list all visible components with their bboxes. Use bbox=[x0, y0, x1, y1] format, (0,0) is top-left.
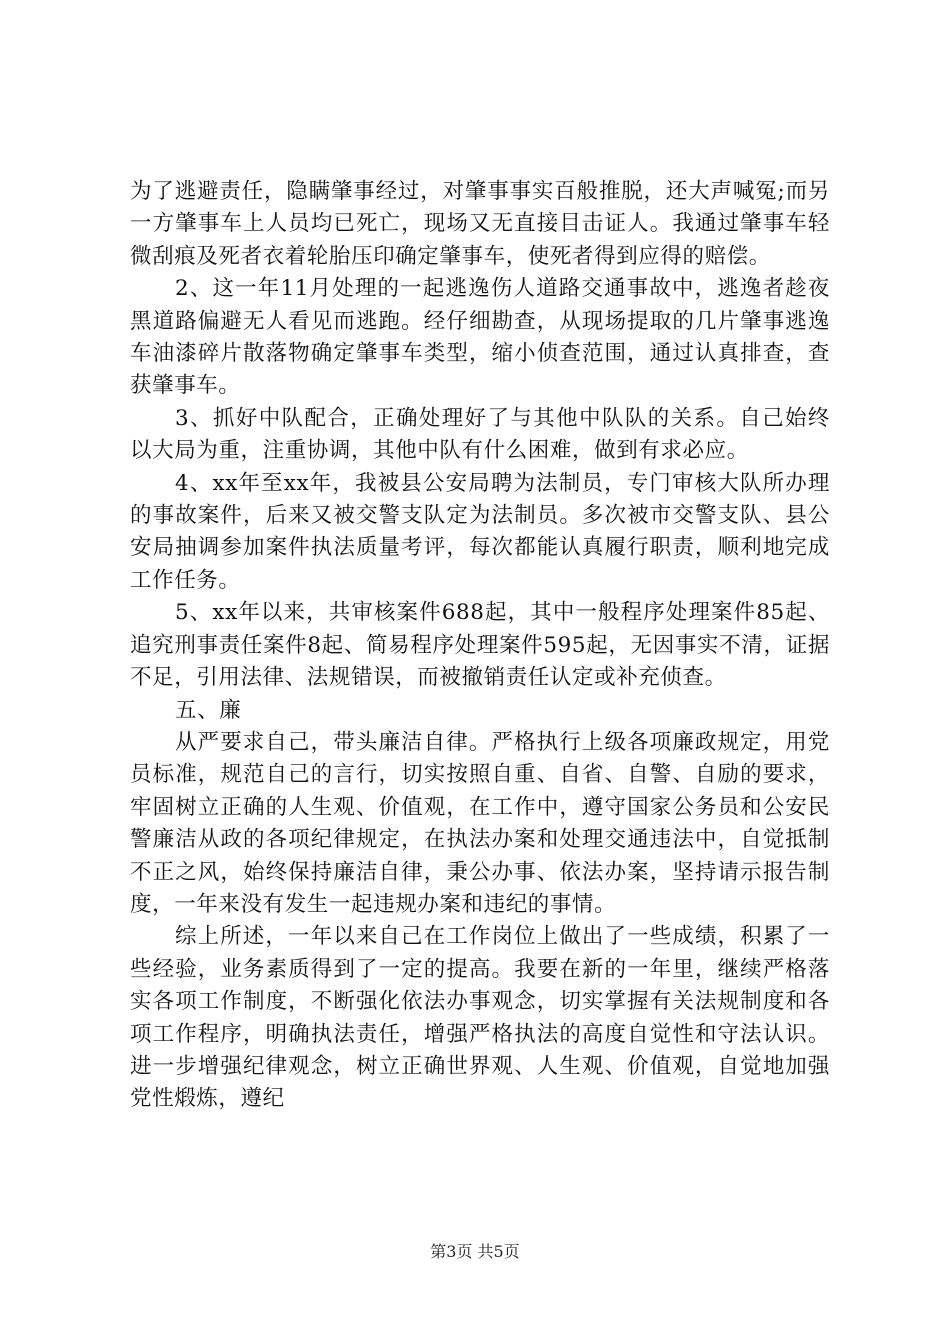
paragraph-item-5: 5、xx年以来，共审核案件688起，其中一般程序处理案件85起、追究刑事责任案件8起、简易程序处理案件595起，无因事实不清，证据不足，引用法律、法规错误，而被撤销责任认定或补充侦查。 bbox=[130, 600, 830, 691]
document-body bbox=[130, 176, 830, 1116]
paragraph-continuation: 为了逃避责任，隐瞒肇事经过，对肇事事实百般推脱，还大声喊冤;而另一方肇事车上人员均已死亡，现场又无直接目击证人。我通过肇事车轻微刮痕及死者衣着轮胎压印确定肇事车，使死者得到应得的赔偿。 bbox=[130, 179, 830, 269]
paragraph-summary: 综上所述，一年以来自己在工作岗位上做出了一些成绩，积累了一些经验，业务素质得到了一定的提高。我要在新的一年里，继续严格落实各项工作制度，不断强化依法办事观念，切实掌握有关法规制度和各项工作程序，明确执法责任，增强严格执法的高度自觉性和守法认识。进一步增强纪律观念，树立正确世界观、人生观、价值观，自觉地加强党性煅炼，遵纪 bbox=[130, 924, 830, 1112]
paragraph-integrity: 从严要求自己，带头廉洁自律。严格执行上级各项廉政规定，用党员标准，规范自己的言行，切实按照自重、自省、自警、自励的要求，牢固树立正确的人生观、价值观，在工作中，遵守国家公务员和公安民警廉洁从政的各项纪律规定，在执法办案和处理交通违法中，自觉抵制不正之风，始终保持廉洁自律，秉公办事、依法办案，坚持请示报告制度，一年来没有发生一起违规办案和违纪的事情。 bbox=[130, 729, 830, 917]
page-number-footer: 第3页 共5页 bbox=[430, 1242, 520, 1261]
paragraph-item-3: 3、抓好中队配合，正确处理好了与其他中队队的关系。自己始终以大局为重，注重协调，其他中队有什么困难，做到有求必应。 bbox=[130, 405, 830, 464]
paragraph-item-2: 2、这一年11月处理的一起逃逸伤人道路交通事故中，逃逸者趁夜黑道路偏避无人看见而逃跑。经仔细勘查，从现场提取的几片肇事逃逸车油漆碎片散落物确定肇事车类型，缩小侦查范围，通过认真排查，查获肇事车。 bbox=[130, 276, 830, 399]
section-heading-lian: 五、廉 bbox=[175, 697, 242, 723]
paragraph-item-4: 4、xx年至xx年，我被县公安局聘为法制员，专门审核大队所办理的事故案件，后来又被交警支队定为法制员。多次被市交警支队、县公安局抽调参加案件执法质量考评，每次都能认真履行职责，顺利地完成工作任务。 bbox=[130, 470, 830, 593]
